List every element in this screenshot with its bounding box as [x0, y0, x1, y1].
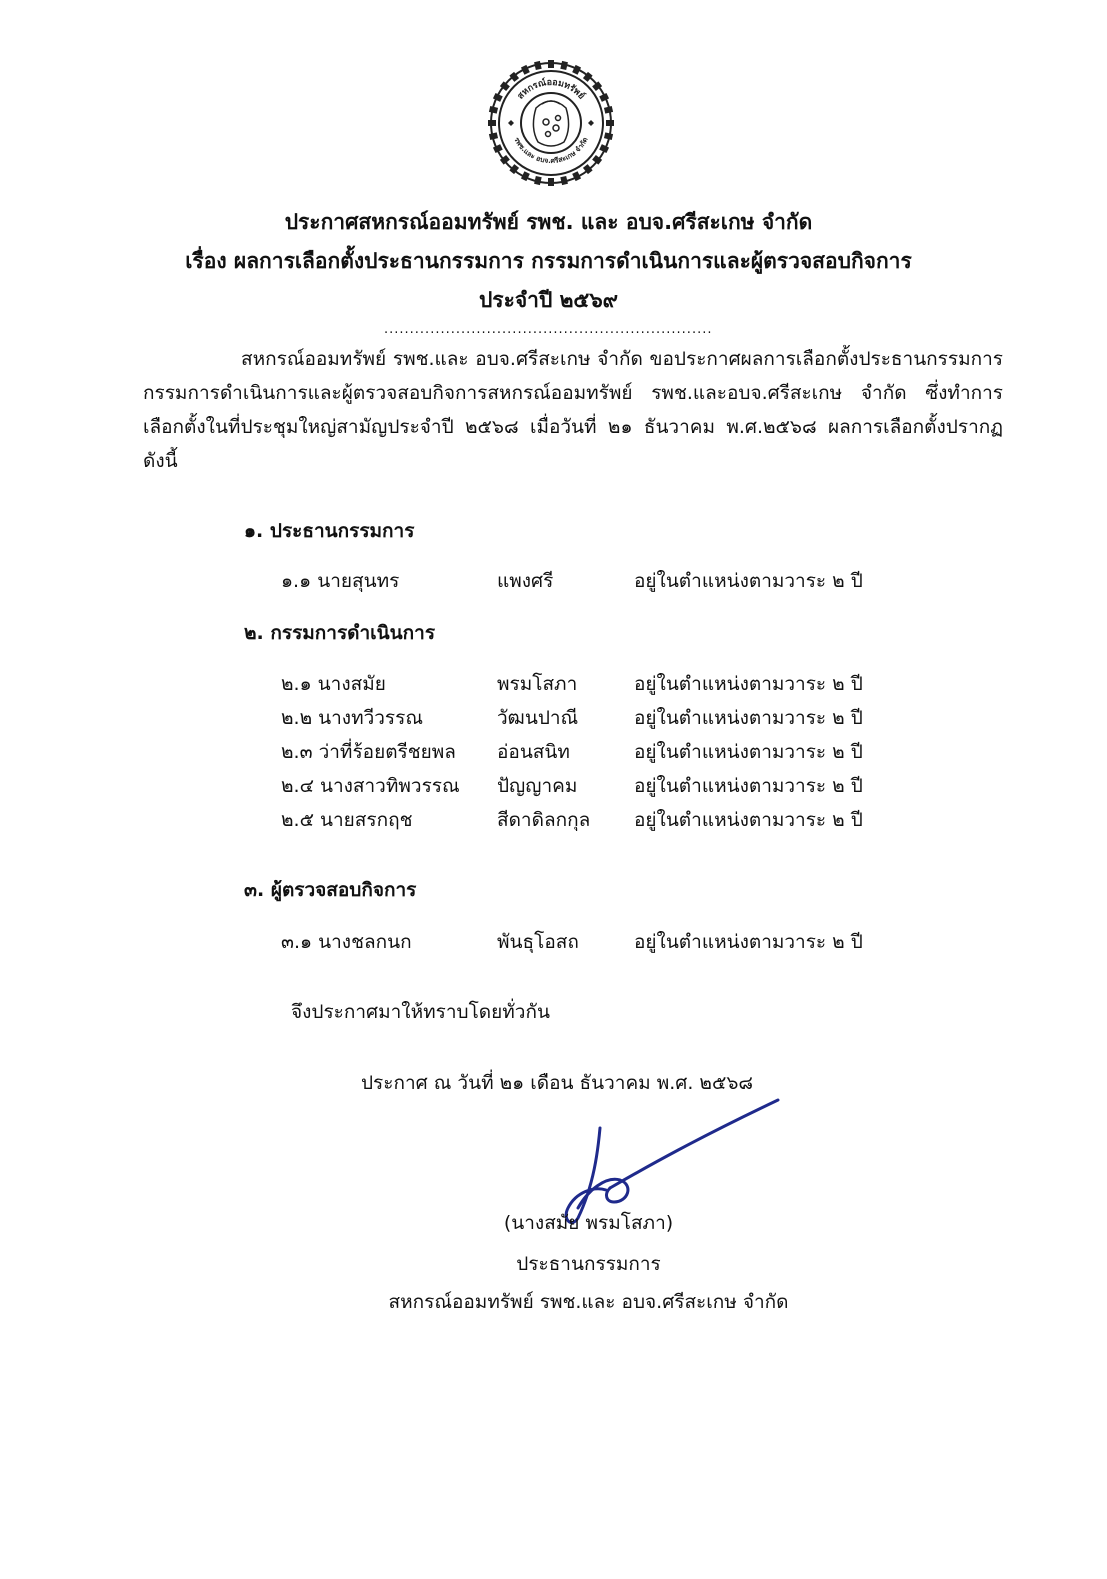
announcement-subject: เรื่อง ผลการเลือกตั้งประธานกรรมการ กรรมการดำเนินการและผู้ตรวจสอบกิจการ [185, 249, 912, 273]
svg-text:รพช.และ อบจ.ศรีสะเกษ จำกัด [512, 136, 589, 165]
member-name: ๑.๑ นายสุนทร [281, 570, 400, 592]
seal-cog-tooth [548, 178, 554, 186]
member-name: ๒.๕ นายสรกฤช [281, 809, 413, 831]
member-surname: วัฒนปาณี [497, 707, 579, 729]
table-row [0, 771, 1037, 801]
closing-statement: จึงประกาศมาให้ทราบโดยทั่วกัน [291, 1001, 550, 1023]
member-name: ๓.๑ นางชลกนก [281, 931, 412, 953]
table-row [0, 669, 1037, 699]
member-name: ๒.๑ นางสมัย [281, 673, 386, 695]
seal-cog-tooth [604, 132, 613, 140]
seal-top-text: สหกรณ์ออมทรัพย์ [515, 77, 587, 102]
body-paragraph: สหกรณ์ออมทรัพย์ รพช.และ อบจ.ศรีสะเกษ จำกัด ขอประกาศผลการเลือกตั้งประธานกรรมการ กรรมการดำเนินการและผู้ตรวจสอบกิจการสหกรณ์ออมทรัพย์ รพช.และอบจ.ศรีสะเกษ จำกัด ซึ่งทำการเลือกตั้งในที่ประชุมใหญ่สามัญประจำปี ๒๕๖๘ เมื่อวันที่ ๒๑ ธันวาคม พ.ศ.๒๕๖๘ ผลการเลือกตั้งปรากฏดังนี้ [143, 348, 1003, 472]
seal-cog-tooth [604, 106, 613, 114]
announcement-title: ประกาศสหกรณ์ออมทรัพย์ รพช. และ อบจ.ศรีสะเกษ จำกัด [284, 210, 813, 234]
cooperative-seal [486, 58, 616, 188]
table-row [0, 566, 1037, 596]
member-name: ๒.๔ นางสาวทิพวรรณ [281, 775, 460, 797]
seal-cog-tooth [534, 61, 542, 70]
announcement-date: ประกาศ ณ วันที่ ๒๑ เดือน ธันวาคม พ.ศ. ๒๕๖๘ [361, 1072, 754, 1094]
member-term: อยู่ในตำแหน่งตามวาระ ๒ ปี [634, 931, 863, 953]
member-surname: พันธุโอสถ [497, 931, 579, 953]
member-term: อยู่ในตำแหน่งตามวาระ ๒ ปี [634, 673, 863, 695]
member-term: อยู่ในตำแหน่งตามวาระ ๒ ปี [634, 809, 863, 831]
table-row [0, 703, 1037, 733]
seal-bottom-text: รพช.และ อบจ.ศรีสะเกษ จำกัด [512, 136, 590, 166]
title-divider: ................................................................ [384, 322, 713, 337]
seal-cog-tooth [560, 61, 568, 70]
seal-cog-tooth [488, 120, 496, 126]
member-term: อยู่ในตำแหน่งตามวาระ ๒ ปี [634, 570, 863, 592]
section-title-chairman: ๑. ประธานกรรมการ [244, 520, 415, 542]
member-surname: ปัญญาคม [497, 775, 578, 797]
member-name: ๒.๒ นางทวีวรรณ [281, 707, 423, 729]
member-term: อยู่ในตำแหน่งตามวาระ ๒ ปี [634, 775, 863, 797]
seal-cog-tooth [606, 120, 614, 126]
member-term: อยู่ในตำแหน่งตามวาระ ๒ ปี [634, 707, 863, 729]
signer-name: (นางสมัย พรมโสภา) [503, 1212, 674, 1234]
seal-cog-tooth [548, 60, 554, 68]
table-row [0, 737, 1037, 767]
section-title-committee: ๒. กรรมการดำเนินการ [244, 622, 436, 644]
member-surname: พรมโสภา [497, 673, 578, 695]
announcement-year: ประจำปี ๒๕๖๙ [478, 288, 619, 312]
seal-cog-tooth [489, 132, 498, 140]
member-surname: สีดาดิลกกุล [497, 809, 591, 831]
seal-cog-tooth [489, 106, 498, 114]
svg-text:สหกรณ์ออมทรัพย์ [516, 76, 588, 101]
member-surname: แพงศรี [497, 570, 554, 592]
member-name: ๒.๓ ว่าที่ร้อยตรีชยพล [281, 741, 456, 763]
member-term: อยู่ในตำแหน่งตามวาระ ๒ ปี [634, 741, 863, 763]
signer-organization: สหกรณ์ออมทรัพย์ รพช.และ อบจ.ศรีสะเกษ จำกัด [388, 1291, 789, 1313]
section-title-auditor: ๓. ผู้ตรวจสอบกิจการ [244, 879, 417, 901]
member-surname: อ่อนสนิท [497, 741, 570, 763]
seal-cog-tooth [560, 176, 568, 185]
table-row [0, 927, 1037, 957]
seal-cog-tooth [534, 176, 542, 185]
signer-position: ประธานกรรมการ [516, 1253, 661, 1275]
table-row [0, 805, 1037, 835]
